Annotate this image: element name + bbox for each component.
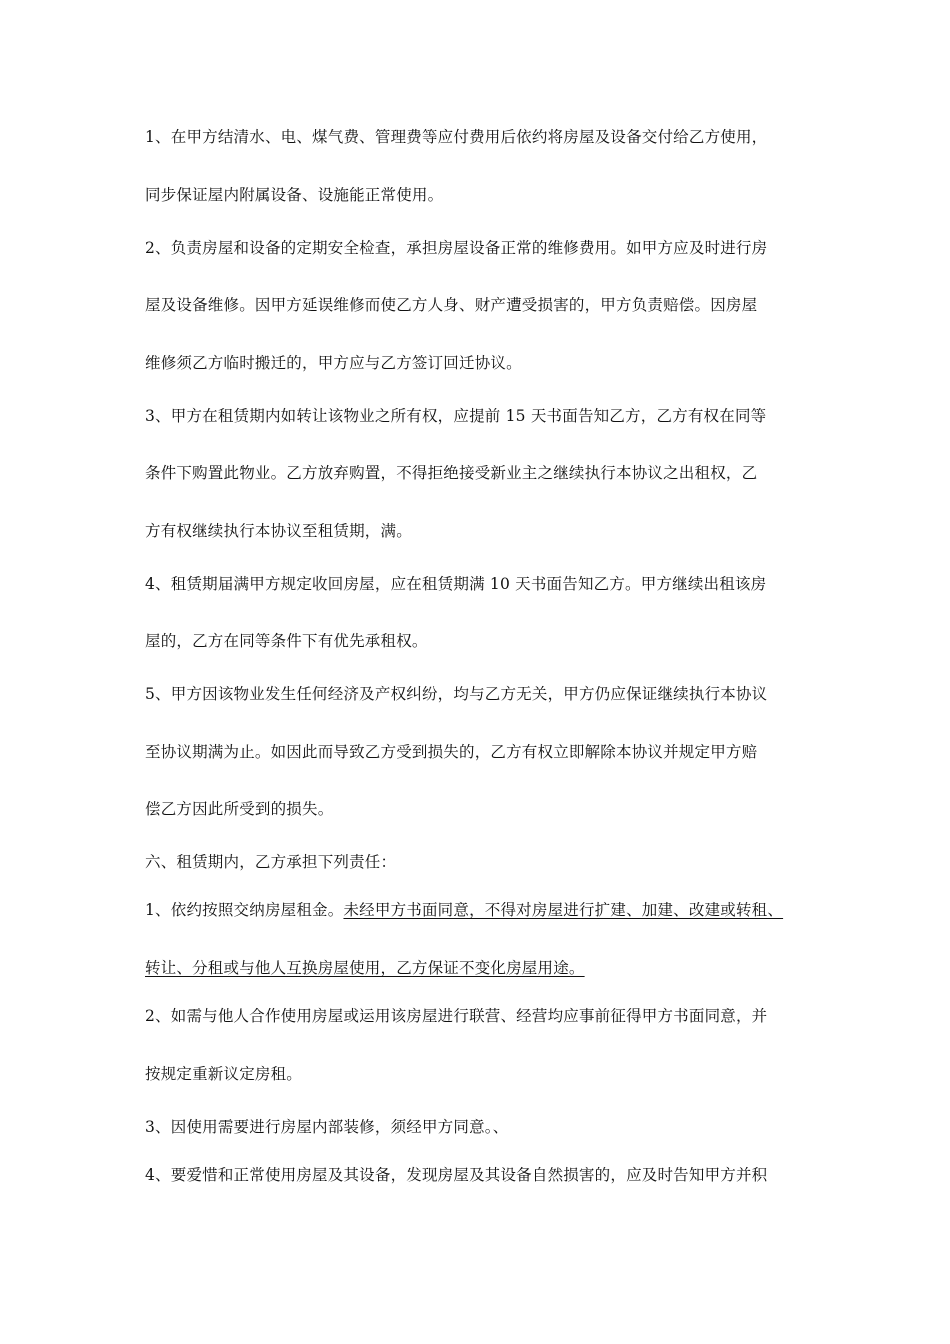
text-line: [145, 574, 845, 594]
text-line: [145, 238, 845, 258]
line-text: 偿乙方因此所受到的损失。: [145, 800, 334, 818]
text-line: [145, 799, 845, 819]
line-text: 方有权继续执行本协议至租赁期，满。: [145, 522, 412, 540]
text-line: [145, 185, 845, 205]
line-text: 1、在甲方结清水、电、煤气费、管理费等应付费用后依约将房屋及设备交付给乙方使用，: [145, 128, 768, 146]
text-line: [145, 742, 845, 762]
text-line: [145, 684, 845, 704]
line-text: 维修须乙方临时搬迁的，甲方应与乙方签订回迁协议。: [145, 354, 522, 372]
line-text: 按规定重新议定房租。: [145, 1065, 303, 1083]
line-text: 5、甲方因该物业发生任何经济及产权纠纷，均与乙方无关，甲方仍应保证继续执行本协议: [145, 685, 768, 703]
text-line: [145, 1064, 845, 1084]
line-text: 4、要爱惜和正常使用房屋及其设备，发现房屋及其设备自然损害的，应及时告知甲方并积: [145, 1166, 768, 1184]
text-line: [145, 127, 845, 147]
underlined-text: 未经甲方书面同意，不得对房屋进行扩建、加建、改建或转租、: [343, 901, 784, 919]
line-text: 3、因使用需要进行房屋内部装修，须经甲方同意。、: [145, 1118, 509, 1136]
line-text: 2、负责房屋和设备的定期安全检查，承担房屋设备正常的维修费用。如甲方应及时进行房: [145, 239, 768, 257]
text-line: [145, 852, 845, 872]
text-line: [145, 521, 845, 541]
line-text: 4、租赁期届满甲方规定收回房屋，应在租赁期满 10 天书面告知乙方。甲方继续出租该房: [145, 575, 767, 593]
line-text: 屋及设备维修。因甲方延误维修而使乙方人身、财产遭受损害的，甲方负责赔偿。因房屋: [145, 296, 758, 314]
text-line: [145, 463, 845, 483]
line-text: 六、租赁期内，乙方承担下列责任：: [145, 853, 397, 871]
line-text: 2、如需与他人合作使用房屋或运用该房屋进行联营、经营均应事前征得甲方书面同意，并: [145, 1007, 768, 1025]
text-line: [145, 353, 845, 373]
line-text: 1、依约按照交纳房屋租金。: [145, 901, 344, 919]
line-text: 屋的，乙方在同等条件下有优先承租权。: [145, 632, 428, 650]
underlined-text: 转让、分租或与他人互换房屋使用，乙方保证不变化房屋用途。: [145, 959, 585, 977]
text-line: [145, 1165, 845, 1185]
text-line: [145, 295, 845, 315]
text-line: [145, 900, 845, 920]
line-text: 同步保证屋内附属设备、设施能正常使用。: [145, 186, 444, 204]
line-text: 至协议期满为止。如因此而导致乙方受到损失的，乙方有权立即解除本协议并规定甲方赔: [145, 743, 758, 761]
text-line: [145, 958, 845, 978]
text-line: [145, 1117, 845, 1137]
text-line: [145, 631, 845, 651]
line-text: 条件下购置此物业。乙方放弃购置，不得拒绝接受新业主之继续执行本协议之出租权，乙: [145, 464, 758, 482]
text-line: [145, 1006, 845, 1026]
text-line: [145, 406, 845, 426]
line-text: 3、甲方在租赁期内如转让该物业之所有权，应提前 15 天书面告知乙方，乙方有权在同等: [145, 407, 767, 425]
